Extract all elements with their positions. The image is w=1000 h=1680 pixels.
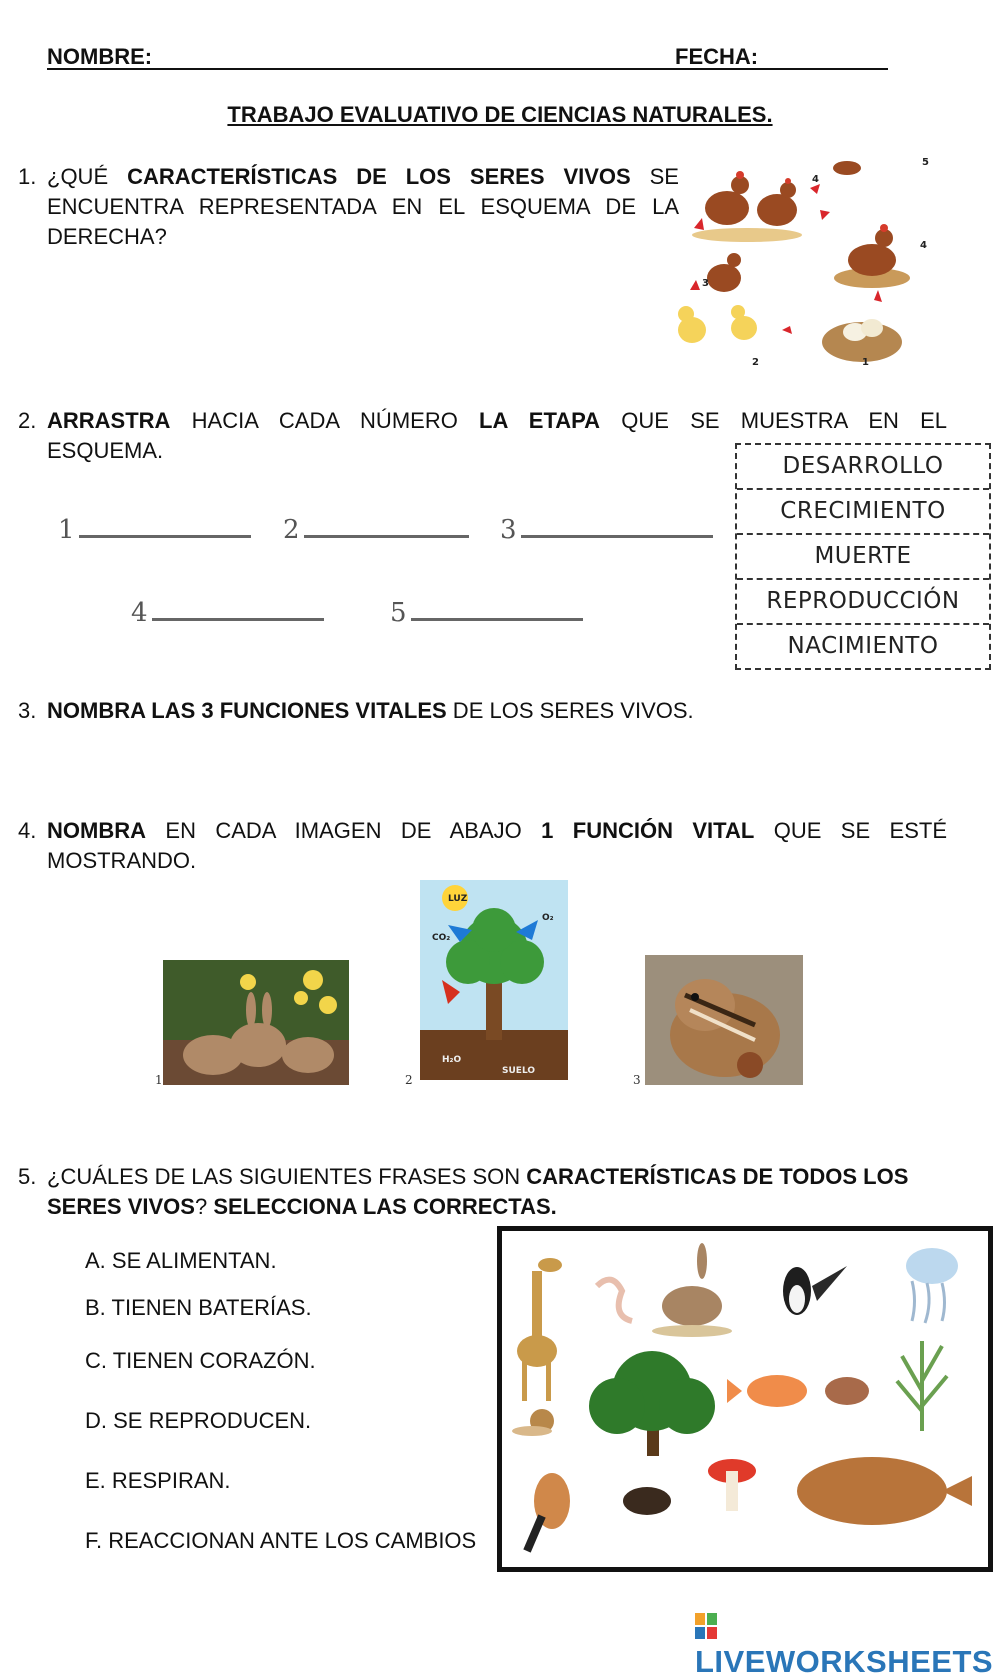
q2-line2: ESQUEMA. bbox=[47, 438, 164, 463]
photo-label-suelo: SUELO bbox=[502, 1066, 536, 1076]
page-title: TRABAJO EVALUATIVO DE CIENCIAS NATURALES. bbox=[227, 102, 773, 127]
q3-number: 3. bbox=[18, 698, 37, 723]
diagram-label-3: 3 bbox=[702, 278, 709, 289]
date-line bbox=[672, 68, 888, 70]
diagram-label-5: 5 bbox=[922, 157, 929, 168]
photo-label-co2: CO₂ bbox=[432, 933, 451, 943]
date-label: FECHA: bbox=[675, 44, 759, 69]
blank-3[interactable]: 3 bbox=[500, 515, 713, 545]
option-c[interactable]: C. TIENEN CORAZÓN. bbox=[85, 1348, 316, 1373]
q1-number: 1. bbox=[18, 164, 37, 189]
liveworksheets-logo-icon bbox=[695, 1613, 717, 1639]
option-f[interactable]: F. REACCIONAN ANTE LOS CAMBIOS bbox=[85, 1528, 477, 1553]
blank-2[interactable]: 2 bbox=[283, 515, 469, 545]
word-bank-item-muerte[interactable]: MUERTE bbox=[737, 535, 989, 580]
photo-label-h2o: H₂O bbox=[442, 1055, 462, 1065]
living-beings-collage bbox=[497, 1226, 993, 1572]
word-bank-item-crecimiento[interactable]: CRECIMIENTO bbox=[737, 490, 989, 535]
image-2-number: 2 bbox=[405, 1073, 413, 1087]
diagram-label-4b: 4 bbox=[920, 240, 927, 251]
q4-line2: MOSTRANDO. bbox=[47, 848, 197, 873]
image-3-number: 3 bbox=[633, 1073, 641, 1087]
q4-number: 4. bbox=[18, 818, 37, 843]
word-bank-item-nacimiento[interactable]: NACIMIENTO bbox=[787, 633, 939, 659]
blank-5[interactable]: 5 bbox=[390, 598, 583, 628]
photo-label-o2: O₂ bbox=[542, 913, 554, 923]
photo-label-luz: LUZ bbox=[448, 894, 468, 904]
name-label: NOMBRE: bbox=[47, 44, 153, 69]
diagram-label-4a: 4 bbox=[812, 174, 819, 185]
rabbits-photo bbox=[163, 960, 349, 1085]
diagram-label-1: 1 bbox=[862, 357, 869, 368]
question-5: 5. ¿CUÁLES DE LAS SIGUIENTES FRASES SON CARACTERÍSTICAS DE TODOS LOS SERES VIVOS? SELECCIONA LAS CORRECTAS. bbox=[18, 1164, 909, 1219]
image-1-number: 1 bbox=[155, 1073, 163, 1087]
word-bank-item-reproduccion[interactable]: REPRODUCCIÓN bbox=[737, 580, 989, 625]
question-2: 2. ARRASTRA HACIA CADA NÚMERO LA ETAPA QUE SE MUESTRA EN EL ESQUEMA. bbox=[18, 406, 948, 468]
option-a[interactable]: A. SE ALIMENTAN. bbox=[85, 1248, 277, 1273]
question-1: 1. ¿QUÉ CARACTERÍSTICAS DE LOS SERES VIVOS SE ENCUENTRA REPRESENTADA EN EL ESQUEMA DE LA DERECHA? bbox=[18, 162, 668, 254]
q1-line3: DERECHA? bbox=[47, 224, 167, 249]
word-bank bbox=[735, 443, 991, 670]
option-d[interactable]: D. SE REPRODUCEN. bbox=[85, 1408, 312, 1433]
liveworksheets-logo bbox=[695, 1608, 1000, 1680]
option-e[interactable]: E. RESPIRAN. bbox=[85, 1468, 231, 1493]
q5-number: 5. bbox=[18, 1164, 37, 1189]
chipmunk-photo bbox=[645, 955, 803, 1085]
liveworksheets-logo-text: LIVEWORKSHEETS bbox=[695, 1644, 994, 1679]
q1-line2: ENCUENTRA REPRESENTADA EN EL ESQUEMA DE LA bbox=[47, 194, 679, 219]
name-line bbox=[47, 68, 672, 70]
blank-4[interactable]: 4 bbox=[131, 598, 324, 628]
photosynthesis-diagram bbox=[420, 880, 568, 1080]
word-bank-item-desarrollo[interactable]: DESARROLLO bbox=[737, 445, 989, 490]
hen-life-cycle-diagram bbox=[672, 150, 942, 375]
diagram-label-2: 2 bbox=[752, 357, 759, 368]
question-4: 4. NOMBRA EN CADA IMAGEN DE ABAJO 1 FUNCIÓN VITAL QUE SE ESTÉ MOSTRANDO. bbox=[18, 816, 948, 878]
collage-illustration bbox=[502, 1231, 988, 1567]
question-3: 3. NOMBRA LAS 3 FUNCIONES VITALES DE LOS SERES VIVOS. bbox=[18, 696, 948, 728]
option-b[interactable]: B. TIENEN BATERÍAS. bbox=[85, 1295, 312, 1320]
blank-1[interactable]: 1 bbox=[58, 515, 251, 545]
q2-number: 2. bbox=[18, 408, 37, 433]
